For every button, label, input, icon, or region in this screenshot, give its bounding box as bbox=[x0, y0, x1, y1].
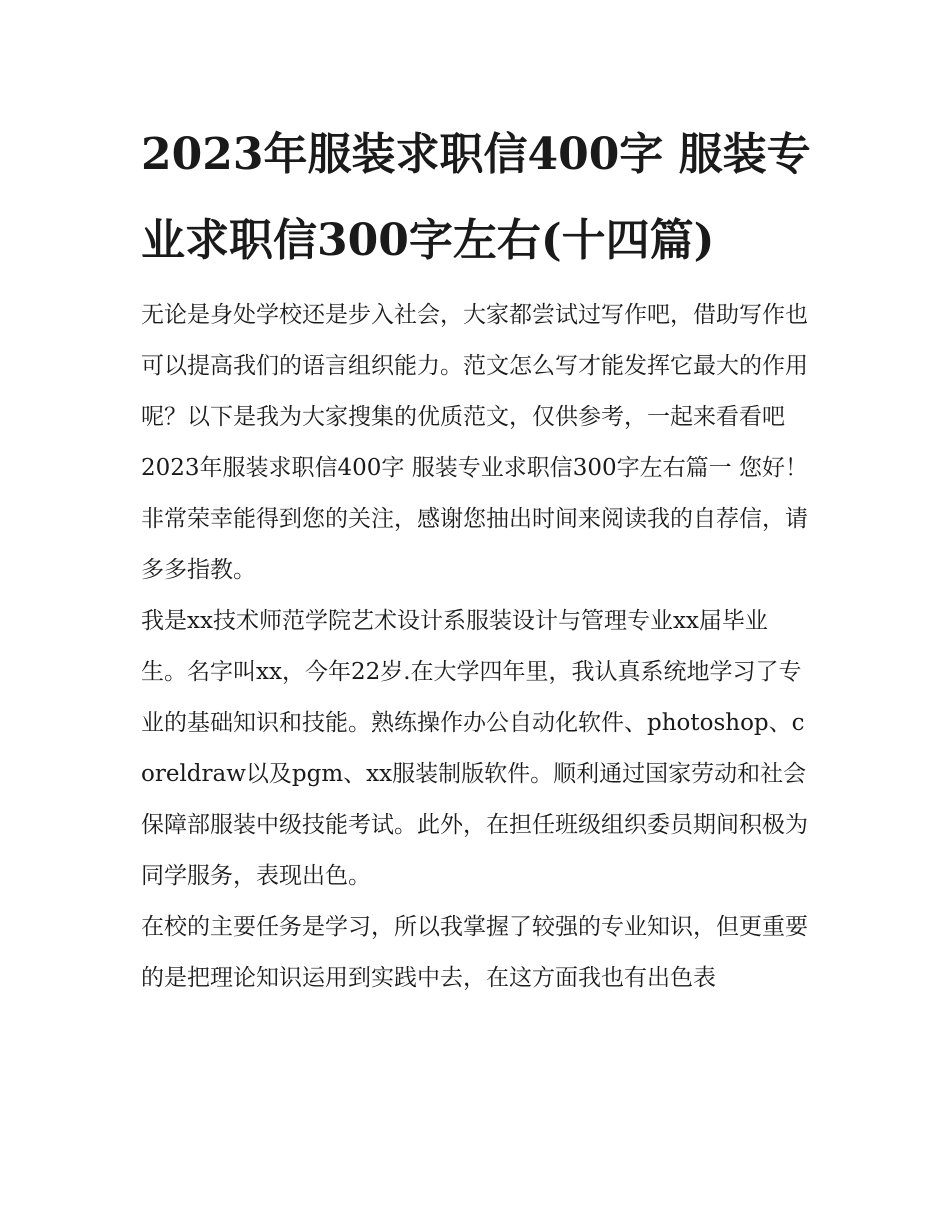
document-page bbox=[141, 112, 813, 1004]
paragraph-intro: 无论是身处学校还是步入社会，大家都尝试过写作吧，借助写作也可以提高我们的语言组织能力。范文怎么写才能发挥它最大的作用呢？以下是我为大家搜集的优质范文，仅供参考，一起来看看吧 bbox=[141, 302, 808, 430]
document-title: 2023年服装求职信400字 服装专业求职信300字左右(十四篇) bbox=[141, 129, 811, 266]
paragraph-study: 在校的主要任务是学习，所以我掌握了较强的专业知识，但更重要的是把理论知识运用到实践中去，在这方面我也有出色表 bbox=[141, 914, 808, 991]
paragraph-background: 我是xx技术师范学院艺术设计系服装设计与管理专业xx届毕业生。名字叫xx，今年22岁.在大学四年里，我认真系统地学习了专业的基础知识和技能。熟练操作办公自动化软件、photoshop、coreldraw以及pgm、xx服装制版软件。顺利通过国家劳动和社会保障部服装中级技能考试。此外，在担任班级组织委员期间积极为同学服务，表现出色。 bbox=[141, 608, 808, 889]
paragraph-greeting: 2023年服装求职信400字 服装专业求职信300字左右篇一 您好！ 非常荣幸能得到您的关注，感谢您抽出时间来阅读我的自荐信，请多多指教。 bbox=[141, 455, 808, 583]
